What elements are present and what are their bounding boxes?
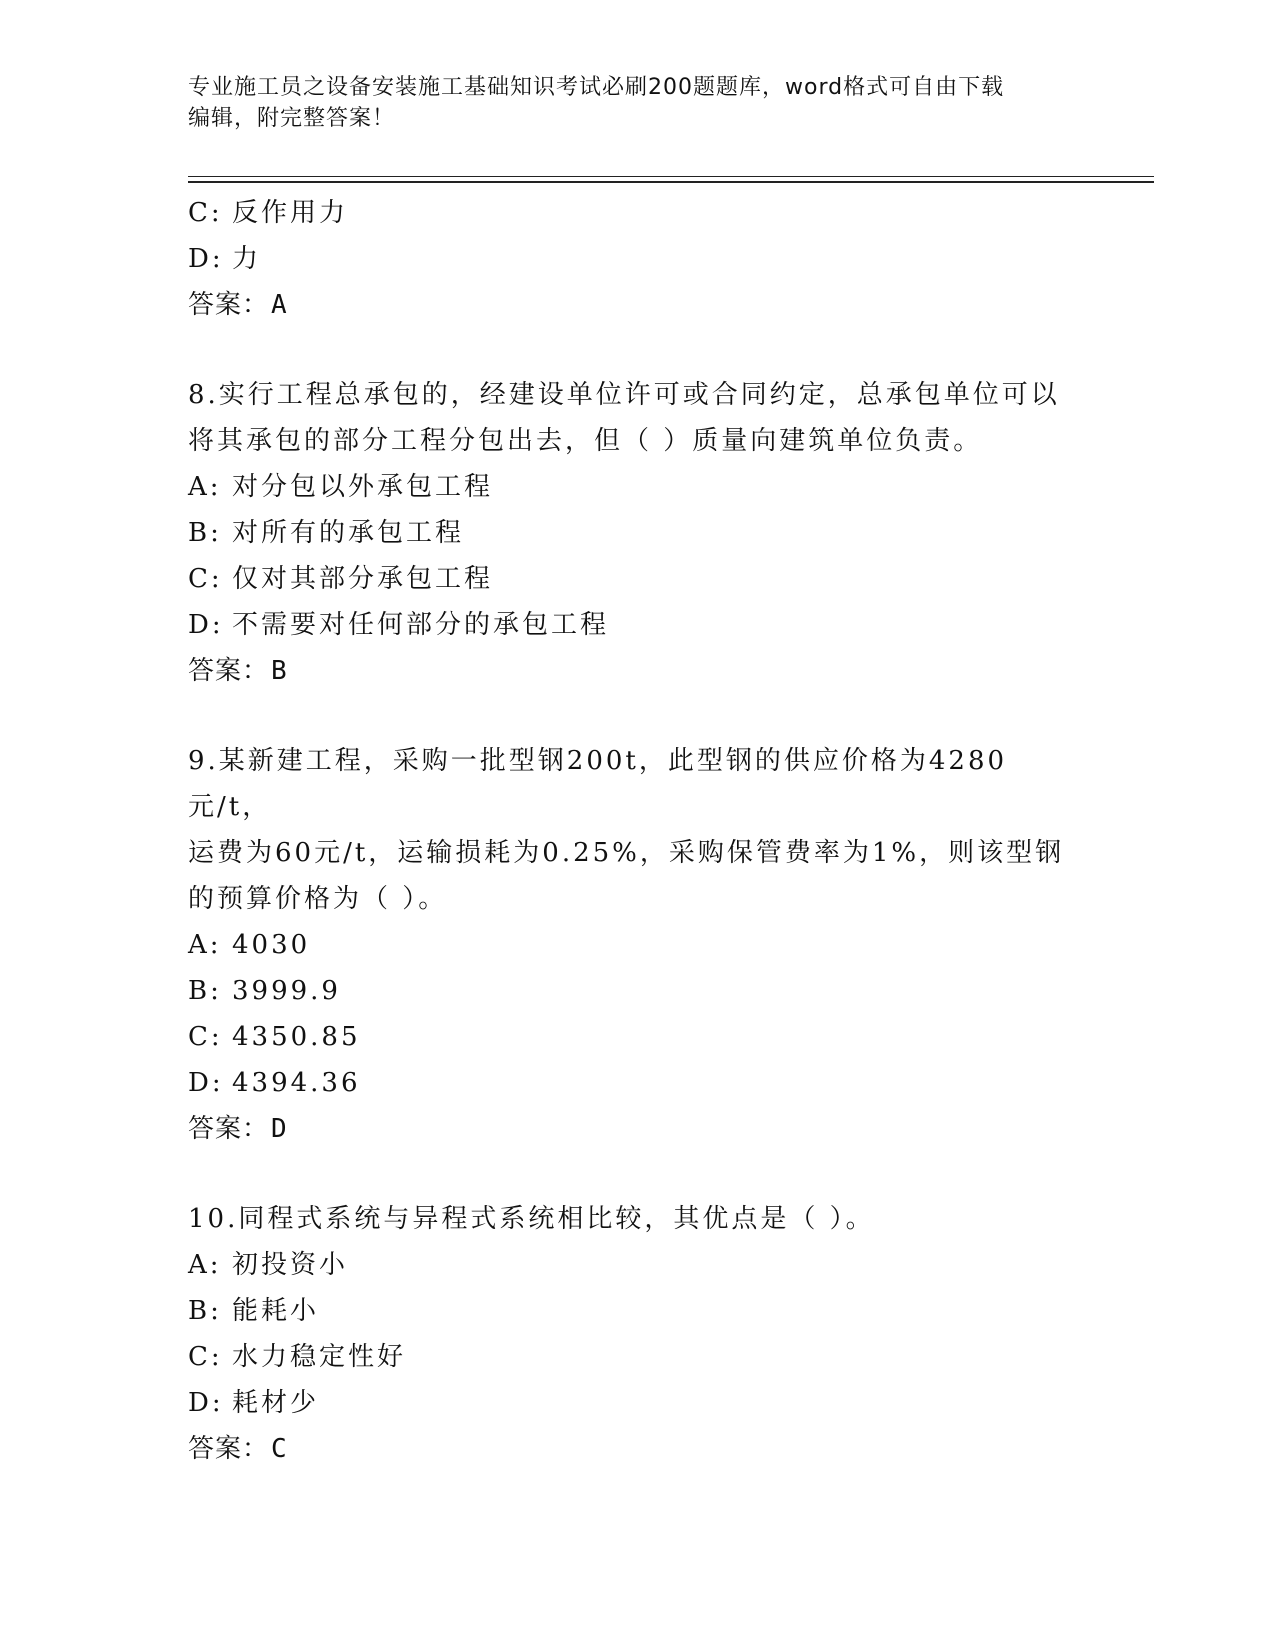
question-line: 8.实行工程总承包的，经建设单位许可或合同约定，总承包单位可以 bbox=[188, 380, 1060, 410]
option-text: 4350.85 bbox=[232, 1022, 361, 1052]
option-b bbox=[188, 1288, 1088, 1334]
answer-value: B bbox=[271, 656, 288, 686]
answer-label: 答案： bbox=[188, 1434, 270, 1464]
option-a bbox=[188, 922, 1088, 968]
answer-label: 答案： bbox=[188, 656, 270, 686]
question-line: 运费为60元/t，运输损耗为0.25%，采购保管费率为1%，则该型钢 bbox=[188, 838, 1065, 868]
question-line: 将其承包的部分工程分包出去，但（ ）质量向建筑单位负责。 bbox=[188, 426, 983, 456]
option-b bbox=[188, 510, 1088, 556]
answer-value: D bbox=[271, 1114, 288, 1144]
option-text: 对分包以外承包工程 bbox=[232, 472, 494, 502]
option-text: 4394.36 bbox=[232, 1068, 361, 1098]
header-divider-thin bbox=[188, 176, 1154, 177]
header-divider-thick bbox=[188, 181, 1154, 183]
question-line: 9.某新建工程，采购一批型钢200t，此型钢的供应价格为4280元/t， bbox=[188, 746, 1008, 822]
option-text: 耗材少 bbox=[232, 1388, 320, 1418]
option-b bbox=[188, 968, 1088, 1014]
option-c bbox=[188, 190, 1088, 236]
answer-value: A bbox=[271, 290, 288, 320]
document-header bbox=[188, 72, 1068, 134]
option-text: 能耗小 bbox=[232, 1296, 320, 1326]
header-line-2: 编辑，附完整答案！ bbox=[188, 106, 396, 131]
answer-line bbox=[188, 1106, 1088, 1152]
option-text: 不需要对任何部分的承包工程 bbox=[232, 610, 610, 640]
option-text: 4030 bbox=[232, 930, 311, 960]
option-key: D: bbox=[188, 244, 224, 274]
option-text: 对所有的承包工程 bbox=[232, 518, 465, 548]
option-a bbox=[188, 464, 1088, 510]
answer-line bbox=[188, 1426, 1088, 1472]
answer-label: 答案： bbox=[188, 290, 270, 320]
option-key: A: bbox=[188, 1250, 222, 1280]
option-key: B: bbox=[188, 976, 222, 1006]
document-body bbox=[188, 190, 1088, 1516]
question-line: 的预算价格为（ ）。 bbox=[188, 884, 448, 914]
option-d bbox=[188, 236, 1088, 282]
question-text bbox=[188, 738, 1068, 922]
option-c bbox=[188, 1334, 1088, 1380]
option-key: C: bbox=[188, 198, 223, 228]
option-text: 力 bbox=[232, 244, 262, 274]
option-text: 3999.9 bbox=[232, 976, 341, 1006]
option-key: D: bbox=[188, 610, 224, 640]
option-key: D: bbox=[188, 1388, 224, 1418]
option-c bbox=[188, 556, 1088, 602]
option-text: 反作用力 bbox=[232, 198, 349, 228]
option-key: A: bbox=[188, 930, 222, 960]
option-key: C: bbox=[188, 564, 223, 594]
option-key: C: bbox=[188, 1022, 223, 1052]
question-10 bbox=[188, 1196, 1088, 1472]
answer-line bbox=[188, 648, 1088, 694]
option-text: 仅对其部分承包工程 bbox=[232, 564, 494, 594]
option-d bbox=[188, 1060, 1088, 1106]
option-d bbox=[188, 1380, 1088, 1426]
option-key: D: bbox=[188, 1068, 224, 1098]
answer-value: C bbox=[271, 1434, 288, 1464]
option-key: B: bbox=[188, 518, 222, 548]
header-line-1: 专业施工员之设备安装施工基础知识考试必刷200题题库，word格式可自由下载 bbox=[188, 75, 1005, 100]
option-d bbox=[188, 602, 1088, 648]
question-text bbox=[188, 1196, 1068, 1242]
carryover-block bbox=[188, 190, 1088, 328]
answer-label: 答案： bbox=[188, 1114, 270, 1144]
option-text: 水力稳定性好 bbox=[232, 1342, 407, 1372]
option-key: C: bbox=[188, 1342, 223, 1372]
option-key: A: bbox=[188, 472, 222, 502]
option-a bbox=[188, 1242, 1088, 1288]
answer-line bbox=[188, 282, 1088, 328]
option-text: 初投资小 bbox=[232, 1250, 349, 1280]
question-9 bbox=[188, 738, 1088, 1152]
question-text bbox=[188, 372, 1068, 464]
option-c bbox=[188, 1014, 1088, 1060]
question-8 bbox=[188, 372, 1088, 694]
question-line: 10.同程式系统与异程式系统相比较，其优点是（ ）。 bbox=[188, 1204, 875, 1234]
option-key: B: bbox=[188, 1296, 222, 1326]
